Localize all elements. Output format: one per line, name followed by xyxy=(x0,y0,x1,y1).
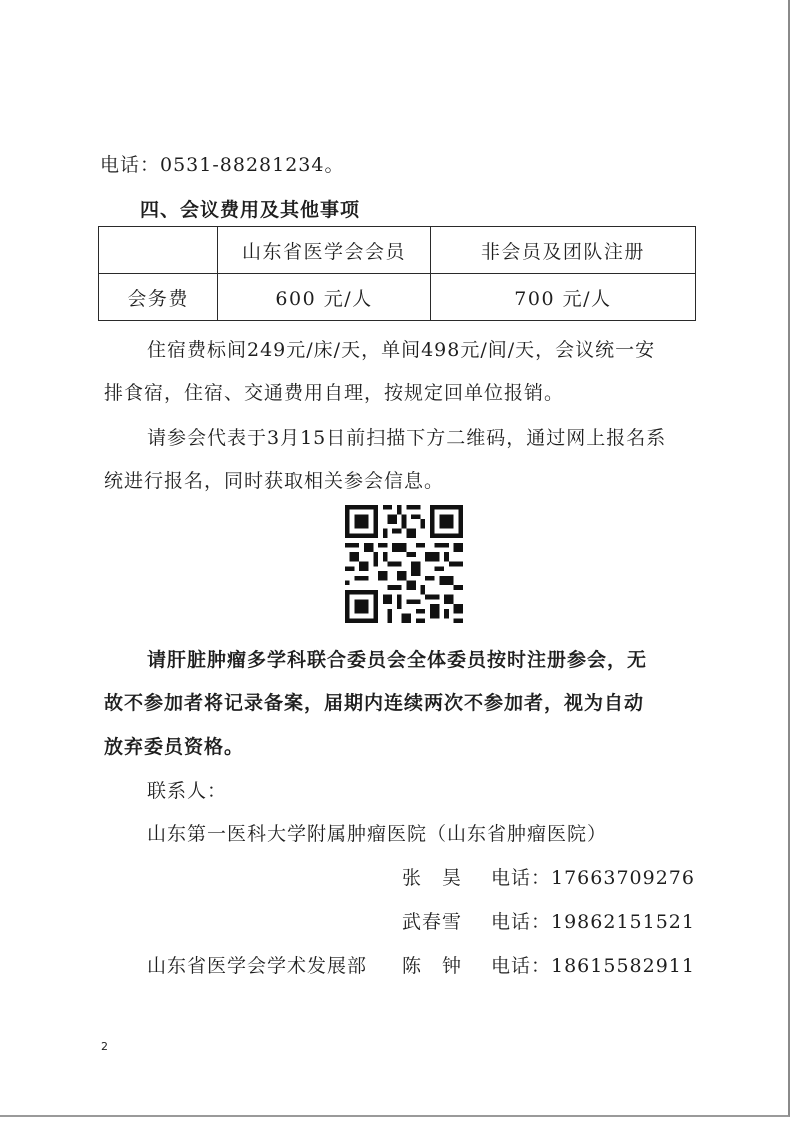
accommodation-line-1: 住宿费标间249元/床/天，单间498元/间/天，会议统一安 xyxy=(147,339,656,361)
phone-line: 电话：0531-88281234。 xyxy=(100,154,345,176)
registration-line-1: 请参会代表于3月15日前扫描下方二维码，通过网上报名系 xyxy=(147,427,667,449)
committee-notice-line-2: 故不参加者将记录备案，届期内连续两次不参加者，视为自动 xyxy=(104,692,645,714)
contact-person-3-phone: 电话：18615582911 xyxy=(491,955,695,977)
fee-table-row xyxy=(99,274,696,321)
contacts-org-1: 山东第一医科大学附属肿瘤医院（山东省肿瘤医院） xyxy=(147,823,608,845)
contact-person-1-phone: 电话：17663709276 xyxy=(491,867,695,889)
fee-non-member-value: 700 元/人 xyxy=(430,274,695,321)
section-heading: 四、会议费用及其他事项 xyxy=(140,199,361,221)
fee-table xyxy=(98,226,696,321)
fee-member-value: 600 元/人 xyxy=(218,274,431,321)
fee-row-label: 会务费 xyxy=(99,274,218,321)
contact-person-2-name: 武春雪 xyxy=(402,911,463,933)
committee-notice-line-1: 请肝脏肿瘤多学科联合委员会全体委员按时注册参会，无 xyxy=(147,649,648,671)
fee-table-header-empty xyxy=(99,227,218,274)
registration-line-2: 统进行报名，同时获取相关参会信息。 xyxy=(104,470,445,492)
contact-person-3-org: 山东省医学会学术发展部 xyxy=(147,955,368,977)
contact-person-1-name: 张 昊 xyxy=(402,867,463,889)
fee-table-header-non-member: 非会员及团队注册 xyxy=(430,227,695,274)
committee-notice-line-3: 放弃委员资格。 xyxy=(104,736,245,758)
fee-table-header-member: 山东省医学会会员 xyxy=(218,227,431,274)
qr-code-icon[interactable] xyxy=(345,505,463,623)
page-number: 2 xyxy=(101,1040,108,1053)
contacts-label: 联系人： xyxy=(147,780,228,802)
contact-person-2-phone: 电话：19862151521 xyxy=(491,911,695,933)
fee-table-header-row xyxy=(99,227,696,274)
accommodation-line-2: 排食宿，住宿、交通费用自理，按规定回单位报销。 xyxy=(104,382,565,404)
contact-person-3-name: 陈 钟 xyxy=(402,955,463,977)
